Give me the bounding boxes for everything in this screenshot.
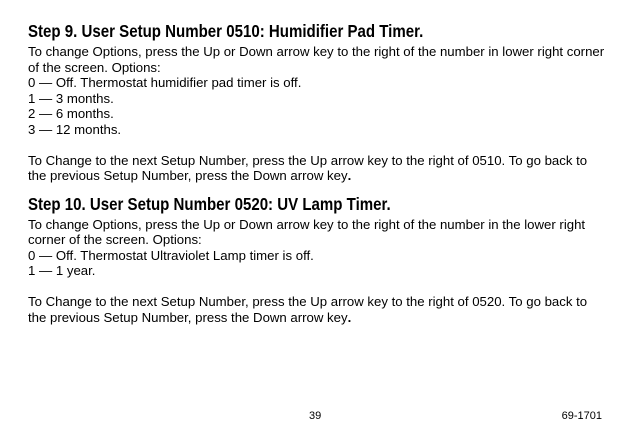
step-9-option: 2 — 6 months. <box>28 106 114 121</box>
step-10-option: 0 — Off. Thermostat Ultraviolet Lamp timer is off. <box>28 247 314 263</box>
step-10-navigation <box>28 294 608 325</box>
step-9-navigation-text: To Change to the next Setup Number, press the Up arrow key to the right of 0510. To go back to the previous Setup Number, press the Down arrow key <box>28 152 588 183</box>
page-number: 39 <box>309 410 322 422</box>
document-page <box>28 20 608 325</box>
step-10-navigation-period: . <box>347 309 352 325</box>
step-10-heading: Step 10. User Setup Number 0520: UV Lamp Timer. <box>28 193 391 214</box>
step-10-option: 1 — 1 year. <box>28 263 96 278</box>
step-9-option: 0 — Off. Thermostat humidifier pad timer is off. <box>28 75 302 90</box>
step-10-intro: To change Options, press the Up or Down arrow key to the right of the number in the lower right corner of the screen. Options: <box>28 216 586 247</box>
step-9-navigation-period: . <box>347 168 352 183</box>
document-number: 69-1701 <box>561 410 602 422</box>
step-9-section <box>28 20 608 184</box>
step-9-intro: To change Options, press the Up or Down arrow key to the right of the number in lower right corner of the screen. Options: <box>28 44 605 75</box>
step-9-option: 3 — 12 months. <box>28 121 122 137</box>
step-9-option: 1 — 3 months. <box>28 90 114 106</box>
step-9-heading: Step 9. User Setup Number 0510: Humidifier Pad Timer. <box>28 21 424 41</box>
step-9-navigation <box>28 153 608 184</box>
step-10-section <box>28 193 608 326</box>
step-10-navigation-text: To Change to the next Setup Number, press the Up arrow key to the right of 0520. To go back to the previous Setup Number, press the Down arrow key <box>28 294 588 325</box>
